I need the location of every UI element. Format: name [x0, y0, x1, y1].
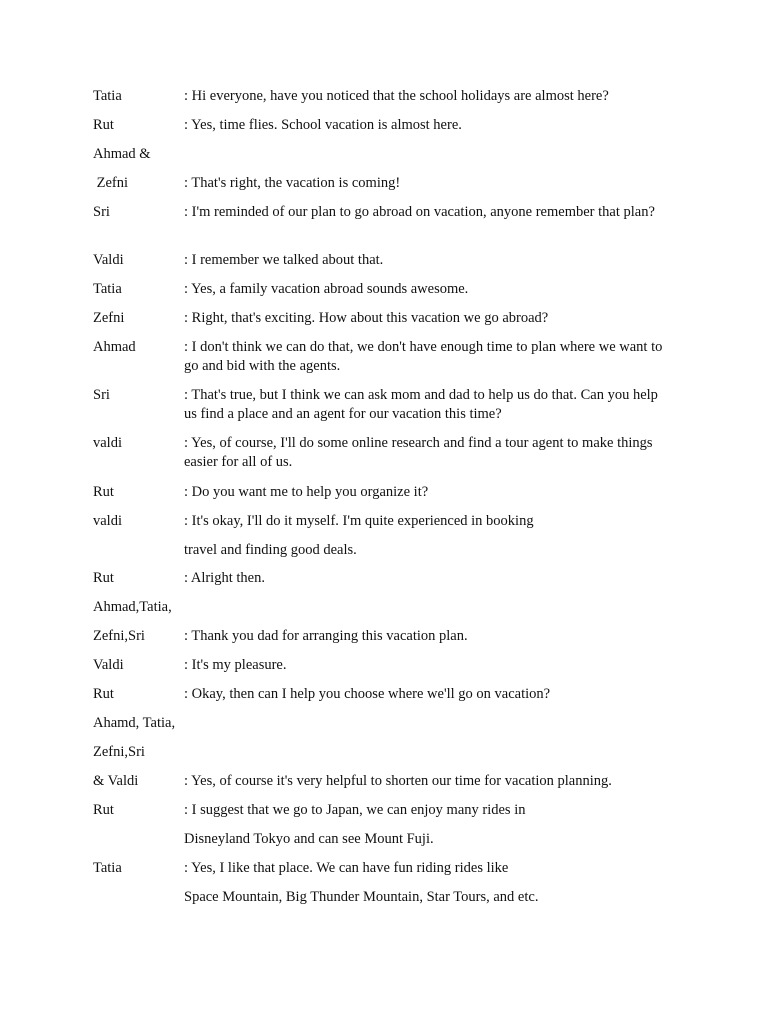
- dialogue-text: : It's okay, I'll do it myself. I'm quite experienced in booking: [184, 513, 534, 529]
- speaker-name: Tatia: [93, 860, 122, 876]
- dialogue-text: Space Mountain, Big Thunder Mountain, Star Tours, and etc.: [184, 889, 539, 905]
- speaker-name: Ahamd, Tatia,: [93, 715, 176, 731]
- dialogue-text: : That's true, but I think we can ask mom and dad to help us do that. Can you help us find a place and an agent for our vacation this time?: [184, 387, 658, 422]
- speaker-name: Zefni,Sri: [93, 628, 145, 644]
- dialogue-text: : I suggest that we go to Japan, we can enjoy many rides in: [184, 802, 526, 818]
- dialogue-text: : Yes, of course, I'll do some online research and find a tour agent to make things easier for all of us.: [184, 435, 653, 470]
- speaker-name: Zefni: [93, 175, 129, 191]
- speaker-name: Rut: [93, 117, 114, 133]
- dialogue-text: : I remember we talked about that.: [184, 252, 384, 268]
- dialogue-text: travel and finding good deals.: [184, 542, 357, 558]
- dialogue-text: : Right, that's exciting. How about this vacation we go abroad?: [184, 310, 549, 326]
- speaker-name: Tatia: [93, 88, 122, 104]
- dialogue-text: : Yes, time flies. School vacation is almost here.: [184, 117, 462, 133]
- speaker-name: Rut: [93, 802, 114, 818]
- speaker-name: Ahmad,Tatia,: [93, 599, 172, 615]
- speaker-name: valdi: [93, 513, 122, 529]
- dialogue-text: : Okay, then can I help you choose where we'll go on vacation?: [184, 686, 551, 702]
- speaker-name: & Valdi: [93, 773, 139, 789]
- speaker-name: Ahmad &: [93, 146, 151, 162]
- speaker-name: Rut: [93, 484, 114, 500]
- speaker-name: Rut: [93, 686, 114, 702]
- speaker-name: Zefni: [93, 310, 125, 326]
- speaker-name: Ahmad: [93, 339, 136, 355]
- speaker-name: Sri: [93, 204, 110, 220]
- speaker-name: Valdi: [93, 252, 124, 268]
- dialogue-text: : That's right, the vacation is coming!: [184, 175, 401, 191]
- speaker-name: Zefni,Sri: [93, 744, 145, 760]
- speaker-name: Sri: [93, 387, 110, 403]
- speaker-name: Rut: [93, 570, 114, 586]
- dialogue-text: : Hi everyone, have you noticed that the school holidays are almost here?: [184, 88, 609, 104]
- dialogue-text: : Alright then.: [184, 570, 265, 586]
- dialogue-text: : I don't think we can do that, we don't have enough time to plan where we want to go and bid with the agents.: [184, 339, 663, 374]
- dialogue-text: : Yes, I like that place. We can have fun riding rides like: [184, 860, 509, 876]
- speaker-name: Valdi: [93, 657, 124, 673]
- dialogue-text: : Yes, a family vacation abroad sounds awesome.: [184, 281, 469, 297]
- dialogue-text: Disneyland Tokyo and can see Mount Fuji.: [184, 831, 434, 847]
- speaker-name: Tatia: [93, 281, 122, 297]
- dialogue-text: : Yes, of course it's very helpful to shorten our time for vacation planning.: [184, 773, 612, 789]
- dialogue-text: : I'm reminded of our plan to go abroad on vacation, anyone remember that plan?: [184, 204, 655, 220]
- speaker-name: valdi: [93, 435, 122, 451]
- dialogue-text: : Do you want me to help you organize it?: [184, 484, 429, 500]
- dialogue-text: : Thank you dad for arranging this vacation plan.: [184, 628, 468, 644]
- dialogue-text: : It's my pleasure.: [184, 657, 287, 673]
